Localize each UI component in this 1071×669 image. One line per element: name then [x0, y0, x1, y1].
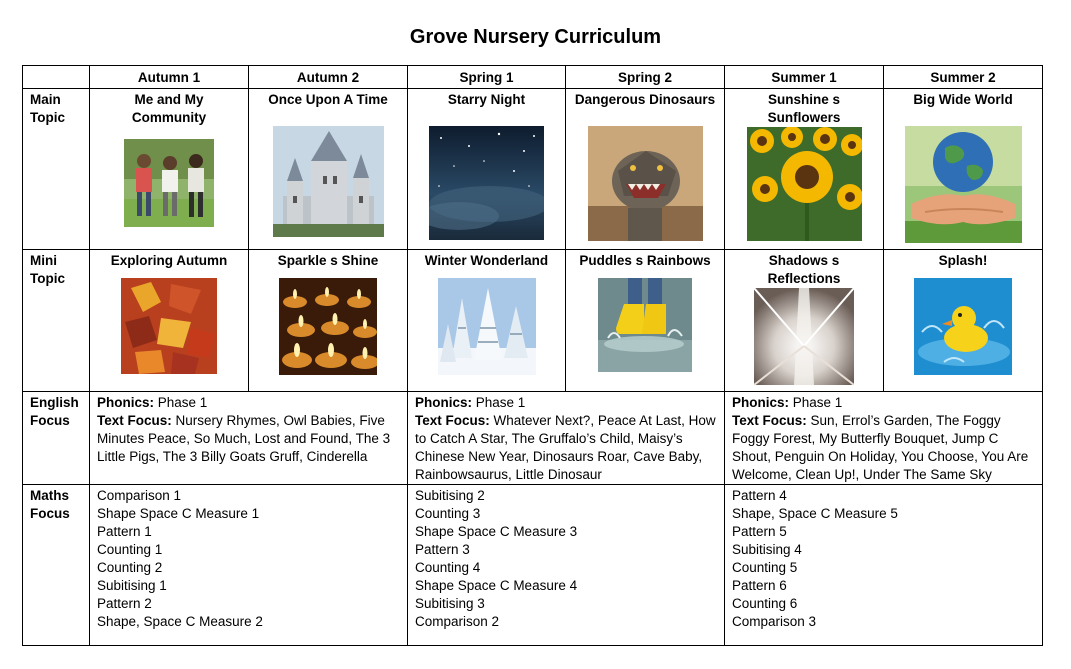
maths-item: Pattern 1	[97, 524, 152, 539]
main-topic-cell	[566, 89, 725, 250]
mini-topic-cell	[408, 250, 566, 392]
maths-item: Counting 2	[97, 560, 163, 575]
mini-topic-name: Shadows s Reflections	[767, 253, 841, 286]
row-label-line: Topic	[30, 110, 65, 125]
maths-item: Shape, Space C Measure 2	[97, 614, 263, 629]
row-label-line: Mini	[30, 253, 57, 268]
maths-item: Subitising 3	[415, 596, 485, 611]
maths-item: Pattern 4	[732, 488, 787, 503]
maths-item: Counting 6	[732, 596, 798, 611]
rubber-duck-photo	[914, 278, 1012, 375]
mini-topic-name: Sparkle s Shine	[277, 253, 379, 268]
text-focus-line	[732, 412, 1038, 484]
maths-item: Counting 1	[97, 542, 163, 557]
mini-topic-name: Puddles s Rainbows	[579, 253, 711, 268]
maths-item: Comparison 1	[97, 488, 182, 503]
light-reflection-photo	[754, 288, 854, 385]
maths-item: Shape, Space C Measure 5	[732, 506, 898, 521]
maths-item: Subitising 2	[415, 488, 485, 503]
maths-item: Subitising 1	[97, 578, 167, 593]
maths-item: Pattern 6	[732, 578, 787, 593]
maths-item: Counting 3	[415, 506, 481, 521]
mini-topic-cell	[884, 250, 1043, 392]
main-topic-cell	[90, 89, 249, 250]
text-focus-line	[415, 412, 720, 484]
text-focus-label: Text Focus:	[97, 413, 172, 428]
mini-topic-name: Splash!	[938, 253, 988, 268]
main-topic-cell	[249, 89, 408, 250]
main-topic-name: Dangerous Dinosaurs	[574, 92, 716, 107]
text-focus-value: Whatever Next?, Peace At Last, How to Catch A Star, The Gruffalo’s Child, Maisy’s Chinese New Year, Dinosaurs Roar, Cave Baby, Rainbowsaurus, Little Dinosaur	[415, 413, 716, 482]
row-label-main-topic	[23, 89, 90, 250]
english-focus-autumn	[90, 392, 408, 485]
english-focus-spring	[408, 392, 725, 485]
row-label-english-focus	[23, 392, 90, 485]
maths-item: Counting 5	[732, 560, 798, 575]
curriculum-table	[22, 65, 1043, 646]
phonics-line	[415, 394, 720, 412]
row-label-line: Focus	[30, 506, 70, 521]
main-topic-cell	[725, 89, 884, 250]
phonics-value: Phase 1	[792, 395, 843, 410]
autumn-leaves-photo	[121, 278, 217, 374]
main-topic-cell	[884, 89, 1043, 250]
main-topic-cell	[408, 89, 566, 250]
maths-item: Pattern 2	[97, 596, 152, 611]
candles-photo	[279, 278, 377, 375]
english-focus-summer	[725, 392, 1043, 485]
term-header: Spring 1	[408, 66, 566, 89]
text-focus-line	[97, 412, 403, 466]
maths-focus-row	[23, 485, 1043, 646]
phonics-label: Phonics:	[732, 395, 790, 410]
english-focus-row	[23, 392, 1043, 485]
main-topic-name: Once Upon A Time	[268, 92, 388, 107]
phonics-line	[732, 394, 1038, 412]
row-label-line: Main	[30, 92, 61, 107]
row-label-line: Maths	[30, 488, 70, 503]
main-topic-name: Starry Night	[447, 92, 526, 107]
maths-focus-autumn	[90, 485, 408, 646]
maths-item: Shape Space C Measure 3	[415, 524, 578, 539]
starry-sky-photo	[429, 126, 544, 240]
maths-focus-spring	[408, 485, 725, 646]
maths-item: Subitising 4	[732, 542, 802, 557]
main-topic-name: Me and My Community	[131, 92, 207, 125]
maths-item: Counting 4	[415, 560, 481, 575]
term-header: Autumn 1	[90, 66, 249, 89]
mini-topic-row	[23, 250, 1043, 392]
maths-item: Shape Space C Measure 4	[415, 578, 578, 593]
phonics-value: Phase 1	[157, 395, 208, 410]
mini-topic-cell	[249, 250, 408, 392]
main-topic-name: Sunshine s Sunflowers	[767, 92, 841, 125]
mini-topic-cell	[90, 250, 249, 392]
phonics-line	[97, 394, 403, 412]
maths-item: Pattern 5	[732, 524, 787, 539]
globe-in-hands-photo	[905, 126, 1022, 243]
phonics-label: Phonics:	[97, 395, 155, 410]
text-focus-value: Sun, Errol’s Garden, The Foggy Foggy Forest, My Butterfly Bouquet, Jump C Shout, Penguin On Holiday, You Choose, You Are Welcome, Clean Up!, Under The Same Sky	[732, 413, 1029, 482]
text-focus-label: Text Focus:	[415, 413, 490, 428]
castle-photo	[273, 126, 384, 237]
term-header: Spring 2	[566, 66, 725, 89]
phonics-value: Phase 1	[475, 395, 526, 410]
term-header: Summer 2	[884, 66, 1043, 89]
row-label-line: Focus	[30, 413, 70, 428]
term-header: Autumn 2	[249, 66, 408, 89]
header-row	[23, 66, 1043, 89]
mini-topic-name: Winter Wonderland	[424, 253, 549, 268]
row-label-line: English	[30, 395, 79, 410]
maths-focus-summer	[725, 485, 1043, 646]
phonics-label: Phonics:	[415, 395, 473, 410]
mini-topic-name: Exploring Autumn	[110, 253, 228, 268]
dinosaur-photo	[588, 126, 703, 241]
text-focus-value: Nursery Rhymes, Owl Babies, Five Minutes Peace, So Much, Lost and Found, The 3 Little Pigs, The 3 Billy Goats Gruff, Cinderella	[97, 413, 391, 464]
corner-cell	[23, 66, 90, 89]
mini-topic-cell	[725, 250, 884, 392]
row-label-line: Topic	[30, 271, 65, 286]
main-topic-name: Big Wide World	[913, 92, 1013, 107]
text-focus-label: Text Focus:	[732, 413, 807, 428]
maths-item: Comparison 2	[415, 614, 500, 629]
maths-item: Pattern 3	[415, 542, 470, 557]
row-label-mini-topic	[23, 250, 90, 392]
children-walking-photo	[124, 139, 214, 227]
snowy-trees-photo	[438, 278, 536, 375]
page-title: Grove Nursery Curriculum	[409, 26, 662, 48]
mini-topic-cell	[566, 250, 725, 392]
sunflowers-photo	[747, 127, 862, 241]
puddle-boots-photo	[598, 278, 692, 372]
term-header: Summer 1	[725, 66, 884, 89]
main-topic-row	[23, 89, 1043, 250]
row-label-maths-focus	[23, 485, 90, 646]
maths-item: Shape Space C Measure 1	[97, 506, 260, 521]
maths-item: Comparison 3	[732, 614, 817, 629]
